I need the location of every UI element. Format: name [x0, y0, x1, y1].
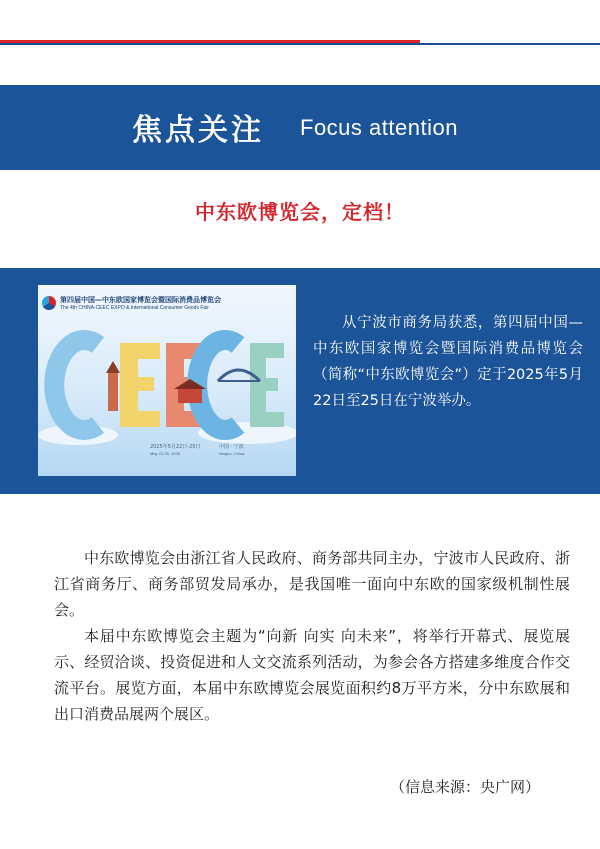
section-title-en: Focus attention [300, 115, 458, 140]
poster-title-cn: 第四届中国—中东欧国家博览会暨国际消费品博览会 [60, 296, 221, 304]
expo-poster-image [38, 285, 296, 476]
body-paragraph-1: 中东欧博览会由浙江省人民政府、商务部共同主办，宁波市人民政府、浙江省商务厅、商务部贸发局承办，是我国唯一面向中东欧的国家级机制性展会。 [54, 549, 570, 619]
expo-logo [42, 296, 56, 310]
poster-title-en: The 4th CHINA-CEEC EXPO & International Consumer Goods Fair [60, 305, 209, 311]
article-body [54, 545, 570, 727]
source-credit: （信息来源：央广网） [389, 778, 540, 796]
top-stripe [0, 0, 600, 44]
body-paragraph-2: 本届中东欧博览会主题为“向新 向实 向未来”，将举行开幕式、展览展示、经贸洽谈、投资促进和人文交流系列活动，为参会各方搭建多维度合作交流平台。展览方面，本届中东欧博览会展览面积约8万平方米，分中东欧展和出口消费品展两个展区。 [54, 627, 570, 723]
section-title-cn: 焦点关注 [132, 113, 264, 148]
section-banner [0, 85, 600, 170]
poster-city-en: Ningbo, China [219, 451, 245, 456]
feature-box [0, 268, 600, 494]
poster-date-cn: 2025年5月22日-25日 [150, 444, 201, 450]
feature-paragraph: 从宁波市商务局获悉，第四届中国—中东欧国家博览会暨国际消费品博览会（简称“中东欧博览会”）定于2025年5月22日至25日在宁波举办。 [313, 315, 583, 409]
article-headline: 中东欧博览会，定档！ [195, 200, 405, 224]
blue-rule [0, 43, 600, 45]
poster-date-en: May 22-25, 2025 [150, 451, 181, 456]
poster-city-cn: 中国 · 宁波 [219, 444, 244, 450]
